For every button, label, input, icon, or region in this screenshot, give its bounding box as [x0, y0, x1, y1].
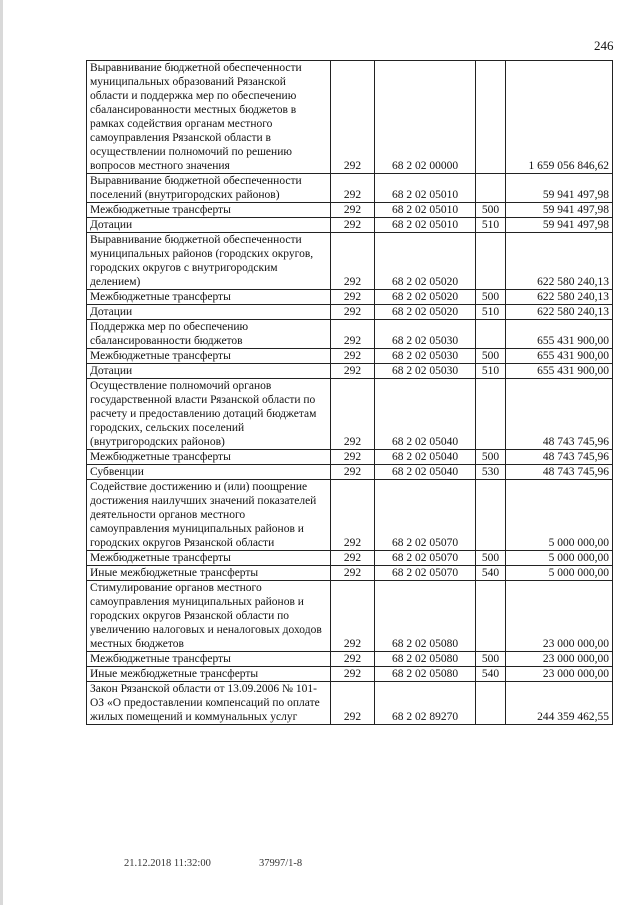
row-sum-cell: 48 743 745,96 — [506, 379, 613, 450]
row-ved-cell: 292 — [331, 233, 375, 290]
table-row — [87, 551, 613, 566]
table-row — [87, 379, 613, 450]
row-ved-cell: 292 — [331, 667, 375, 682]
row-sum-cell: 622 580 240,13 — [506, 305, 613, 320]
row-vr-cell — [476, 581, 506, 652]
row-name-cell: Иные межбюджетные трансферты — [87, 667, 331, 682]
row-csr-cell: 68 2 02 05080 — [375, 581, 476, 652]
row-csr-cell: 68 2 02 05070 — [375, 551, 476, 566]
row-sum-cell: 655 431 900,00 — [506, 349, 613, 364]
table-row — [87, 61, 613, 174]
row-name-cell: Межбюджетные трансферты — [87, 652, 331, 667]
row-name-cell: Дотации — [87, 305, 331, 320]
row-ved-cell: 292 — [331, 364, 375, 379]
row-name-cell: Межбюджетные трансферты — [87, 349, 331, 364]
table-row — [87, 290, 613, 305]
row-sum-cell: 655 431 900,00 — [506, 364, 613, 379]
row-ved-cell: 292 — [331, 61, 375, 174]
row-ved-cell: 292 — [331, 218, 375, 233]
footer-doc-code: 37997/1-8 — [259, 858, 303, 869]
row-name-cell: Стимулирование органов местного самоуправления муниципальных районов и городских округов Рязанской области по увеличению налоговых и неналоговых доходов местных бюджетов — [87, 581, 331, 652]
row-csr-cell: 68 2 02 89270 — [375, 682, 476, 725]
row-sum-cell: 5 000 000,00 — [506, 551, 613, 566]
row-vr-cell: 500 — [476, 450, 506, 465]
row-name-cell: Дотации — [87, 364, 331, 379]
row-vr-cell — [476, 480, 506, 551]
row-csr-cell: 68 2 02 05020 — [375, 233, 476, 290]
row-csr-cell: 68 2 02 05020 — [375, 290, 476, 305]
row-ved-cell: 292 — [331, 203, 375, 218]
row-vr-cell: 530 — [476, 465, 506, 480]
row-sum-cell: 23 000 000,00 — [506, 667, 613, 682]
row-name-cell: Межбюджетные трансферты — [87, 203, 331, 218]
row-ved-cell: 292 — [331, 581, 375, 652]
row-csr-cell: 68 2 02 05040 — [375, 379, 476, 450]
table-row — [87, 566, 613, 581]
table-row — [87, 581, 613, 652]
row-name-cell: Межбюджетные трансферты — [87, 290, 331, 305]
row-sum-cell: 48 743 745,96 — [506, 465, 613, 480]
row-ved-cell: 292 — [331, 174, 375, 203]
table-row — [87, 218, 613, 233]
scan-edge-shadow — [0, 0, 3, 905]
row-name-cell: Межбюджетные трансферты — [87, 551, 331, 566]
table-row — [87, 349, 613, 364]
row-csr-cell: 68 2 02 05010 — [375, 218, 476, 233]
row-csr-cell: 68 2 02 05080 — [375, 652, 476, 667]
row-csr-cell: 68 2 02 05030 — [375, 349, 476, 364]
row-csr-cell: 68 2 02 05030 — [375, 364, 476, 379]
table-row — [87, 667, 613, 682]
row-vr-cell: 540 — [476, 566, 506, 581]
row-name-cell: Закон Рязанской области от 13.09.2006 № 101-ОЗ «О предоставлении компенсаций по оплате жилых помещений и коммунальных услуг — [87, 682, 331, 725]
row-ved-cell: 292 — [331, 682, 375, 725]
row-csr-cell: 68 2 02 05040 — [375, 465, 476, 480]
row-csr-cell: 68 2 02 05080 — [375, 667, 476, 682]
row-ved-cell: 292 — [331, 320, 375, 349]
row-name-cell: Межбюджетные трансферты — [87, 450, 331, 465]
table-row — [87, 682, 613, 725]
footer-timestamp: 21.12.2018 11:32:00 — [124, 858, 211, 869]
row-vr-cell: 510 — [476, 305, 506, 320]
table-row — [87, 364, 613, 379]
row-csr-cell: 68 2 02 05070 — [375, 480, 476, 551]
row-sum-cell: 48 743 745,96 — [506, 450, 613, 465]
row-ved-cell: 292 — [331, 480, 375, 551]
row-csr-cell: 68 2 02 00000 — [375, 61, 476, 174]
budget-table-body — [87, 61, 613, 725]
row-vr-cell: 500 — [476, 290, 506, 305]
row-ved-cell: 292 — [331, 379, 375, 450]
row-ved-cell: 292 — [331, 465, 375, 480]
row-name-cell: Выравнивание бюджетной обеспеченности муниципальных районов (городских округов, городских округов с внутригородским делением) — [87, 233, 331, 290]
row-name-cell: Субвенции — [87, 465, 331, 480]
table-row — [87, 480, 613, 551]
row-ved-cell: 292 — [331, 349, 375, 364]
row-vr-cell — [476, 682, 506, 725]
row-vr-cell: 500 — [476, 203, 506, 218]
row-name-cell: Выравнивание бюджетной обеспеченности поселений (внутригородских районов) — [87, 174, 331, 203]
table-row — [87, 320, 613, 349]
row-vr-cell: 500 — [476, 652, 506, 667]
row-sum-cell: 59 941 497,98 — [506, 174, 613, 203]
row-name-cell: Иные межбюджетные трансферты — [87, 566, 331, 581]
row-vr-cell: 540 — [476, 667, 506, 682]
row-ved-cell: 292 — [331, 652, 375, 667]
row-csr-cell: 68 2 02 05010 — [375, 174, 476, 203]
table-row — [87, 174, 613, 203]
row-sum-cell: 5 000 000,00 — [506, 566, 613, 581]
table-row — [87, 305, 613, 320]
row-vr-cell — [476, 320, 506, 349]
row-ved-cell: 292 — [331, 290, 375, 305]
row-sum-cell: 59 941 497,98 — [506, 203, 613, 218]
row-sum-cell: 5 000 000,00 — [506, 480, 613, 551]
row-sum-cell: 23 000 000,00 — [506, 581, 613, 652]
row-name-cell: Осуществление полномочий органов государственной власти Рязанской области по расчету и предоставлению дотаций бюджетам городских, сельских поселений (внутригородских районов) — [87, 379, 331, 450]
row-sum-cell: 655 431 900,00 — [506, 320, 613, 349]
row-vr-cell: 510 — [476, 218, 506, 233]
row-vr-cell — [476, 174, 506, 203]
row-csr-cell: 68 2 02 05040 — [375, 450, 476, 465]
row-name-cell: Выравнивание бюджетной обеспеченности муниципальных образований Рязанской области и поддержка мер по обеспечению сбалансированности местных бюджетов в рамках содействия органам местного самоуправления Рязанской области в осуществлении полномочий по решению вопросов местного значения — [87, 61, 331, 174]
row-name-cell: Содействие достижению и (или) поощрение достижения наилучших значений показателей деятельности органов местного самоуправления муниципальных районов и городских округов Рязанской области — [87, 480, 331, 551]
row-csr-cell: 68 2 02 05070 — [375, 566, 476, 581]
table-row — [87, 450, 613, 465]
row-csr-cell: 68 2 02 05020 — [375, 305, 476, 320]
row-sum-cell: 59 941 497,98 — [506, 218, 613, 233]
row-sum-cell: 1 659 056 846,62 — [506, 61, 613, 174]
row-vr-cell — [476, 61, 506, 174]
row-ved-cell: 292 — [331, 305, 375, 320]
row-sum-cell: 622 580 240,13 — [506, 290, 613, 305]
row-vr-cell — [476, 233, 506, 290]
row-csr-cell: 68 2 02 05010 — [375, 203, 476, 218]
table-row — [87, 465, 613, 480]
row-sum-cell: 244 359 462,55 — [506, 682, 613, 725]
table-row — [87, 652, 613, 667]
row-sum-cell: 622 580 240,13 — [506, 233, 613, 290]
row-name-cell: Дотации — [87, 218, 331, 233]
row-csr-cell: 68 2 02 05030 — [375, 320, 476, 349]
page-number: 246 — [594, 38, 614, 53]
table-row — [87, 203, 613, 218]
row-vr-cell: 500 — [476, 551, 506, 566]
row-ved-cell: 292 — [331, 566, 375, 581]
budget-table — [86, 60, 613, 725]
row-vr-cell: 510 — [476, 364, 506, 379]
row-ved-cell: 292 — [331, 551, 375, 566]
table-row — [87, 233, 613, 290]
row-ved-cell: 292 — [331, 450, 375, 465]
row-vr-cell — [476, 379, 506, 450]
row-vr-cell: 500 — [476, 349, 506, 364]
row-name-cell: Поддержка мер по обеспечению сбалансированности бюджетов — [87, 320, 331, 349]
row-sum-cell: 23 000 000,00 — [506, 652, 613, 667]
